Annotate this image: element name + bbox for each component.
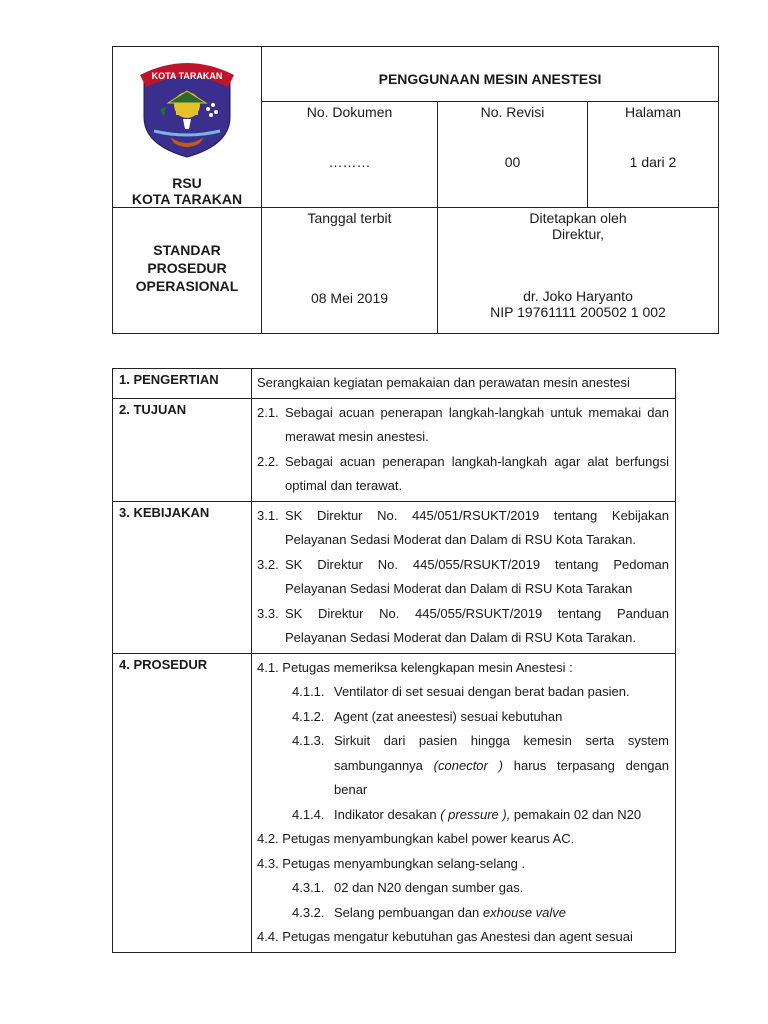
section-row-prosedur <box>113 653 676 952</box>
section-label: 2. TUJUAN <box>113 398 252 501</box>
revision-cell <box>438 102 588 208</box>
step-4-2: 4.2. Petugas menyambungkan kabel power kearus AC. <box>257 831 575 846</box>
approval-line1: Ditetapkan oleh <box>529 210 627 226</box>
org-name-line1: RSU <box>172 175 202 191</box>
list-item: 3.3. SK Direktur No. 445/055/RSUKT/2019 tentang Panduan Pelayanan Sedasi Moderat dan Dalam di RSU Kota Tarakan. <box>257 605 669 645</box>
sop-line2: PROSEDUR <box>147 260 227 276</box>
step-4-1-4: 4.1.4. Indikator desakan ( pressure ), pemakain 02 dan N20 <box>292 806 642 822</box>
sop-header-table <box>112 46 719 334</box>
page-value: 1 dari 2 <box>629 154 677 171</box>
logo-text: KOTA TARAKAN <box>151 71 223 81</box>
list-item: 3.1. SK Direktur No. 445/051/RSUKT/2019 tentang Kebijakan Pelayanan Sedasi Moderat dan Dalam di RSU Kota Tarakan. <box>257 507 669 547</box>
revision-value: 00 <box>504 154 521 171</box>
sop-line1: STANDAR <box>153 242 221 258</box>
step-4-3-2: 4.3.2. Selang pembuangan dan exhouse valve <box>292 904 567 920</box>
org-name-line2: KOTA TARAKAN <box>131 191 243 207</box>
pengertian-text: Serangkaian kegiatan pemakaian dan perawatan mesin anestesi <box>257 375 630 390</box>
kota-tarakan-emblem <box>136 57 238 159</box>
approval-cell <box>438 208 719 334</box>
section-row-pengertian <box>113 369 676 399</box>
document-title: PENGGUNAAN MESIN ANESTESI <box>262 47 719 102</box>
doc-number-label: No. Dokumen <box>306 104 393 121</box>
step-4-4: 4.4. Petugas mengatur kebutuhan gas Anestesi dan agent sesuai <box>257 929 633 944</box>
list-item: 2.2. Sebagai acuan penerapan langkah-langkah agar alat berfungsi optimal dan terawat. <box>257 453 669 493</box>
sop-content-table <box>112 368 676 953</box>
page-cell <box>588 102 719 208</box>
doc-number-value: ……… <box>328 154 371 171</box>
issue-date-label: Tanggal terbit <box>307 210 392 226</box>
page-label: Halaman <box>624 104 682 121</box>
step-4-1-2: 4.1.2. Agent (zat aneestesi) sesuai kebutuhan <box>292 708 563 724</box>
step-4-1: 4.1. Petugas memeriksa kelengkapan mesin Anestesi : <box>257 659 573 675</box>
step-4-3: 4.3. Petugas menyambungkan selang-selang . <box>257 855 526 871</box>
step-4-1-1: 4.1.1. Ventilator di set sesuai dengan berat badan pasien. <box>292 684 630 699</box>
section-label: 4. PROSEDUR <box>113 653 252 952</box>
revision-label: No. Revisi <box>480 104 545 121</box>
issue-date-cell <box>262 208 438 334</box>
doc-number-cell <box>262 102 438 208</box>
logo-cell <box>113 47 262 208</box>
sop-label-cell <box>113 208 262 334</box>
section-label: 3. KEBIJAKAN <box>113 501 252 653</box>
director-nip: NIP 19761111 200502 1 002 <box>490 304 666 320</box>
sop-line3: OPERASIONAL <box>135 278 239 294</box>
section-row-tujuan <box>113 398 676 501</box>
issue-date-value: 08 Mei 2019 <box>310 290 389 306</box>
approval-line2: Direktur, <box>551 226 605 242</box>
step-4-3-1: 4.3.1. 02 dan N20 dengan sumber gas. <box>292 880 524 895</box>
step-4-1-3: 4.1.3. Sirkuit dari pasien hingga kemesin serta system sambungannya (conector ) harus terpasang dengan benar <box>292 733 669 797</box>
section-label: 1. PENGERTIAN <box>113 369 252 399</box>
list-item: 3.2. SK Direktur No. 445/055/RSUKT/2019 tentang Pedoman Pelayanan Sedasi Moderat dan Dalam di RSU Kota Tarakan <box>257 556 669 596</box>
section-row-kebijakan <box>113 501 676 653</box>
list-item: 2.1. Sebagai acuan penerapan langkah-langkah untuk memakai dan merawat mesin anestesi. <box>257 404 669 444</box>
director-name: dr. Joko Haryanto <box>523 288 633 304</box>
